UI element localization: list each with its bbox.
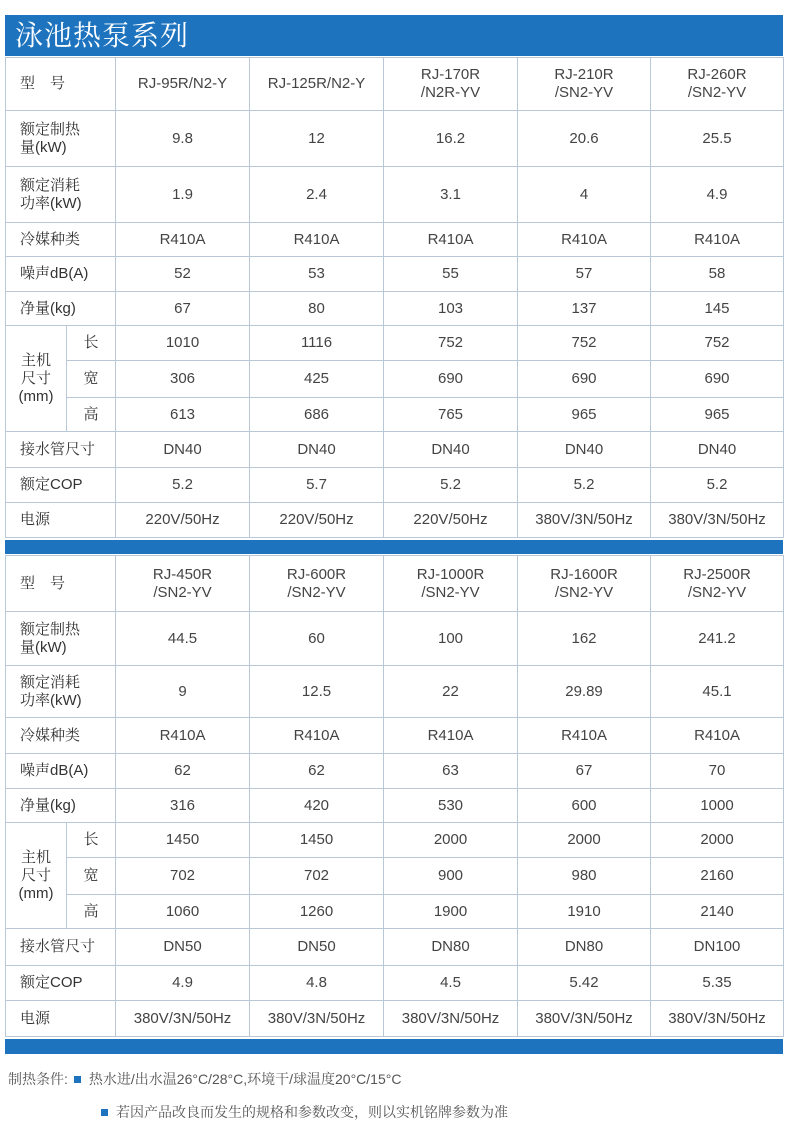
- row-label-supply: 电源: [6, 1001, 116, 1037]
- model-name-cell: [384, 556, 518, 612]
- row-label-length: 长: [67, 326, 116, 361]
- length-value-cell: 2000: [651, 823, 784, 858]
- refrigerant-value-cell: R410A: [384, 718, 518, 754]
- power-value-cell: 29.89: [518, 666, 651, 718]
- row-label-model: 型 号: [6, 58, 116, 111]
- model-name-cell: [518, 58, 651, 111]
- row-label-line-1: 额定消耗: [20, 176, 81, 194]
- table-row: [6, 292, 784, 326]
- cop-value-cell: 4.5: [384, 966, 518, 1001]
- model-name-cell: [116, 556, 250, 612]
- cop-value-cell: 4.9: [116, 966, 250, 1001]
- height-value-cell: 1900: [384, 895, 518, 929]
- row-label-weight: 净量(kg): [6, 292, 116, 326]
- row-label-length: 长: [67, 823, 116, 858]
- width-value-cell: 702: [116, 858, 250, 895]
- note-line-2: 若因产品改良而发生的规格和参数改变，则以实机铭牌参数为准: [116, 1104, 508, 1120]
- supply-value-cell: 380V/3N/50Hz: [384, 1001, 518, 1037]
- table-divider-bar: [5, 540, 783, 554]
- table-row: [6, 754, 784, 789]
- noise-value-cell: 62: [250, 754, 384, 789]
- table-bottom-bar: [5, 1039, 783, 1054]
- spec-table-1: [5, 57, 784, 538]
- pipe-value-cell: DN100: [651, 929, 784, 966]
- heat-value-cell: 100: [384, 612, 518, 666]
- table-row: [6, 503, 784, 538]
- heat-value-cell: 241.2: [651, 612, 784, 666]
- supply-value-cell: 380V/3N/50Hz: [518, 503, 651, 538]
- cop-value-cell: 5.2: [651, 468, 784, 503]
- noise-value-cell: 70: [651, 754, 784, 789]
- row-label-height: 高: [67, 398, 116, 432]
- model-name-line-1: RJ-1600R: [550, 565, 618, 583]
- table-row: [6, 789, 784, 823]
- pipe-value-cell: DN80: [384, 929, 518, 966]
- pipe-value-cell: DN50: [116, 929, 250, 966]
- row-label-line-2: 量(kW): [20, 138, 67, 156]
- table-row: [6, 58, 784, 111]
- table-row: [6, 718, 784, 754]
- heat-value-cell: 44.5: [116, 612, 250, 666]
- refrigerant-value-cell: R410A: [116, 223, 250, 257]
- weight-value-cell: 530: [384, 789, 518, 823]
- page-title: 泳池热泵系列: [5, 15, 783, 56]
- model-name-cell: [250, 556, 384, 612]
- row-label-heat: [6, 612, 116, 666]
- model-name-cell: [116, 58, 250, 111]
- model-name-line-1: RJ-260R: [687, 66, 747, 83]
- row-label-size-line: 主机: [20, 848, 51, 866]
- power-value-cell: 45.1: [651, 666, 784, 718]
- refrigerant-value-cell: R410A: [250, 223, 384, 257]
- heat-value-cell: 9.8: [116, 111, 250, 167]
- supply-value-cell: 380V/3N/50Hz: [651, 503, 784, 538]
- noise-value-cell: 62: [116, 754, 250, 789]
- model-name-line-1: RJ-170R: [420, 66, 481, 83]
- height-value-cell: 2140: [651, 895, 784, 929]
- table-row: [6, 111, 784, 167]
- length-value-cell: 1116: [250, 326, 384, 361]
- supply-value-cell: 380V/3N/50Hz: [651, 1001, 784, 1037]
- row-label-model: 型 号: [6, 556, 116, 612]
- model-name-line-1: RJ-450R: [152, 565, 213, 583]
- width-value-cell: 702: [250, 858, 384, 895]
- power-value-cell: 4: [518, 167, 651, 223]
- table-row: [6, 966, 784, 1001]
- heating-conditions-note: [8, 1067, 401, 1091]
- refrigerant-value-cell: R410A: [250, 718, 384, 754]
- height-value-cell: 1910: [518, 895, 651, 929]
- weight-value-cell: 67: [116, 292, 250, 326]
- pipe-value-cell: DN40: [518, 432, 651, 468]
- heat-value-cell: 20.6: [518, 111, 651, 167]
- length-value-cell: 1450: [250, 823, 384, 858]
- row-label-line-1: 额定制热: [20, 120, 81, 138]
- height-value-cell: 686: [250, 398, 384, 432]
- width-value-cell: 900: [384, 858, 518, 895]
- heat-value-cell: 162: [518, 612, 651, 666]
- power-value-cell: 22: [384, 666, 518, 718]
- refrigerant-value-cell: R410A: [384, 223, 518, 257]
- length-value-cell: 1450: [116, 823, 250, 858]
- weight-value-cell: 600: [518, 789, 651, 823]
- noise-value-cell: 67: [518, 754, 651, 789]
- width-value-cell: 2160: [651, 858, 784, 895]
- width-value-cell: 306: [116, 361, 250, 398]
- model-name-line-1: RJ-95R/N2-Y: [137, 75, 228, 92]
- row-label-weight: 净量(kg): [6, 789, 116, 823]
- model-name-line-1: RJ-125R/N2-Y: [267, 75, 366, 92]
- width-value-cell: 980: [518, 858, 651, 895]
- weight-value-cell: 316: [116, 789, 250, 823]
- row-label-cop: 额定COP: [6, 966, 116, 1001]
- row-label-size-line: 尺寸: [20, 866, 51, 884]
- model-name-cell: [518, 556, 651, 612]
- length-value-cell: 752: [384, 326, 518, 361]
- row-label-pipe: 接水管尺寸: [6, 929, 116, 966]
- power-value-cell: 3.1: [384, 167, 518, 223]
- model-name-line-2: /SN2-YV: [421, 583, 480, 601]
- cop-value-cell: 5.7: [250, 468, 384, 503]
- length-value-cell: 1010: [116, 326, 250, 361]
- spec-table-2: [5, 555, 784, 1037]
- row-label-noise: 噪声dB(A): [6, 754, 116, 789]
- row-label-size: [6, 326, 67, 432]
- length-value-cell: 2000: [384, 823, 518, 858]
- table-row: [6, 398, 784, 432]
- model-name-cell: [651, 58, 784, 111]
- table-row: [6, 823, 784, 858]
- refrigerant-value-cell: R410A: [518, 718, 651, 754]
- width-value-cell: 690: [518, 361, 651, 398]
- table-row: [6, 666, 784, 718]
- row-label-noise: 噪声dB(A): [6, 257, 116, 292]
- pipe-value-cell: DN80: [518, 929, 651, 966]
- row-label-line-1: 额定消耗: [20, 673, 81, 691]
- row-label-height: 高: [67, 895, 116, 929]
- row-label-line-2: 量(kW): [20, 638, 67, 656]
- power-value-cell: 4.9: [651, 167, 784, 223]
- row-label-heat: [6, 111, 116, 167]
- supply-value-cell: 380V/3N/50Hz: [518, 1001, 651, 1037]
- row-label-size-line: (mm): [18, 884, 54, 902]
- table-row: [6, 1001, 784, 1037]
- model-name-line-1: RJ-2500R: [683, 565, 751, 583]
- model-name-cell: [651, 556, 784, 612]
- row-label-width: 宽: [67, 858, 116, 895]
- pipe-value-cell: DN40: [651, 432, 784, 468]
- length-value-cell: 752: [518, 326, 651, 361]
- row-label-refrigerant: 冷媒种类: [6, 718, 116, 754]
- noise-value-cell: 57: [518, 257, 651, 292]
- table-row: [6, 167, 784, 223]
- pipe-value-cell: DN50: [250, 929, 384, 966]
- heat-value-cell: 25.5: [651, 111, 784, 167]
- height-value-cell: 1260: [250, 895, 384, 929]
- model-name-line-2: /SN2-YV: [687, 583, 747, 601]
- square-bullet-icon: [74, 1076, 81, 1083]
- model-name-line-2: /SN2-YV: [153, 583, 212, 601]
- model-name-cell: [250, 58, 384, 111]
- refrigerant-value-cell: R410A: [651, 223, 784, 257]
- cop-value-cell: 4.8: [250, 966, 384, 1001]
- heat-value-cell: 60: [250, 612, 384, 666]
- noise-value-cell: 52: [116, 257, 250, 292]
- power-value-cell: 9: [116, 666, 250, 718]
- table-row: [6, 361, 784, 398]
- supply-value-cell: 220V/50Hz: [250, 503, 384, 538]
- row-label-pipe: 接水管尺寸: [6, 432, 116, 468]
- row-label-line-1: 额定制热: [20, 620, 81, 638]
- row-label-width: 宽: [67, 361, 116, 398]
- note-line-1: 热水进/出水温26°C/28°C,环境干/球温度20°C/15°C: [88, 1071, 402, 1087]
- cop-value-cell: 5.42: [518, 966, 651, 1001]
- table-row: [6, 895, 784, 929]
- pipe-value-cell: DN40: [250, 432, 384, 468]
- noise-value-cell: 53: [250, 257, 384, 292]
- pipe-value-cell: DN40: [384, 432, 518, 468]
- model-name-line-1: RJ-1000R: [416, 565, 485, 583]
- model-name-cell: [384, 58, 518, 111]
- noise-value-cell: 63: [384, 754, 518, 789]
- weight-value-cell: 137: [518, 292, 651, 326]
- refrigerant-value-cell: R410A: [651, 718, 784, 754]
- cop-value-cell: 5.2: [518, 468, 651, 503]
- table-row: [6, 432, 784, 468]
- table-row: [6, 257, 784, 292]
- refrigerant-value-cell: R410A: [518, 223, 651, 257]
- length-value-cell: 752: [651, 326, 784, 361]
- supply-value-cell: 220V/50Hz: [384, 503, 518, 538]
- weight-value-cell: 420: [250, 789, 384, 823]
- cop-value-cell: 5.2: [384, 468, 518, 503]
- model-name-line-1: RJ-210R: [554, 66, 614, 83]
- model-name-line-1: RJ-600R: [286, 565, 347, 583]
- power-value-cell: 1.9: [116, 167, 250, 223]
- width-value-cell: 690: [651, 361, 784, 398]
- model-name-line-2: /SN2-YV: [287, 583, 346, 601]
- width-value-cell: 690: [384, 361, 518, 398]
- height-value-cell: 965: [518, 398, 651, 432]
- cop-value-cell: 5.35: [651, 966, 784, 1001]
- row-label-size-line: 主机: [20, 351, 51, 369]
- weight-value-cell: 1000: [651, 789, 784, 823]
- row-label-cop: 额定COP: [6, 468, 116, 503]
- supply-value-cell: 380V/3N/50Hz: [116, 1001, 250, 1037]
- height-value-cell: 613: [116, 398, 250, 432]
- table-row: [6, 612, 784, 666]
- weight-value-cell: 103: [384, 292, 518, 326]
- row-label-size-line: (mm): [18, 387, 54, 405]
- table-row: [6, 929, 784, 966]
- note-label: 制热条件:: [8, 1071, 68, 1087]
- table-row: [6, 858, 784, 895]
- row-label-refrigerant: 冷媒种类: [6, 223, 116, 257]
- model-name-line-2: /N2R-YV: [420, 84, 481, 101]
- model-name-line-2: /SN2-YV: [554, 84, 614, 101]
- table-row: [6, 556, 784, 612]
- weight-value-cell: 80: [250, 292, 384, 326]
- power-value-cell: 12.5: [250, 666, 384, 718]
- noise-value-cell: 58: [651, 257, 784, 292]
- pipe-value-cell: DN40: [116, 432, 250, 468]
- row-label-size: [6, 823, 67, 929]
- row-label-power: [6, 167, 116, 223]
- weight-value-cell: 145: [651, 292, 784, 326]
- table-row: [6, 468, 784, 503]
- model-name-line-2: /SN2-YV: [687, 84, 747, 101]
- width-value-cell: 425: [250, 361, 384, 398]
- square-bullet-icon: [101, 1109, 108, 1116]
- power-value-cell: 2.4: [250, 167, 384, 223]
- table-row: [6, 223, 784, 257]
- height-value-cell: 965: [651, 398, 784, 432]
- height-value-cell: 765: [384, 398, 518, 432]
- table-row: [6, 326, 784, 361]
- supply-value-cell: 220V/50Hz: [116, 503, 250, 538]
- model-name-line-2: /SN2-YV: [554, 583, 614, 601]
- refrigerant-value-cell: R410A: [116, 718, 250, 754]
- supply-value-cell: 380V/3N/50Hz: [250, 1001, 384, 1037]
- row-label-line-2: 功率(kW): [20, 691, 82, 709]
- cop-value-cell: 5.2: [116, 468, 250, 503]
- row-label-supply: 电源: [6, 503, 116, 538]
- heat-value-cell: 16.2: [384, 111, 518, 167]
- row-label-size-line: 尺寸: [20, 369, 51, 387]
- heat-value-cell: 12: [250, 111, 384, 167]
- noise-value-cell: 55: [384, 257, 518, 292]
- length-value-cell: 2000: [518, 823, 651, 858]
- disclaimer-note: [95, 1101, 508, 1123]
- row-label-line-2: 功率(kW): [20, 194, 82, 212]
- height-value-cell: 1060: [116, 895, 250, 929]
- row-label-power: [6, 666, 116, 718]
